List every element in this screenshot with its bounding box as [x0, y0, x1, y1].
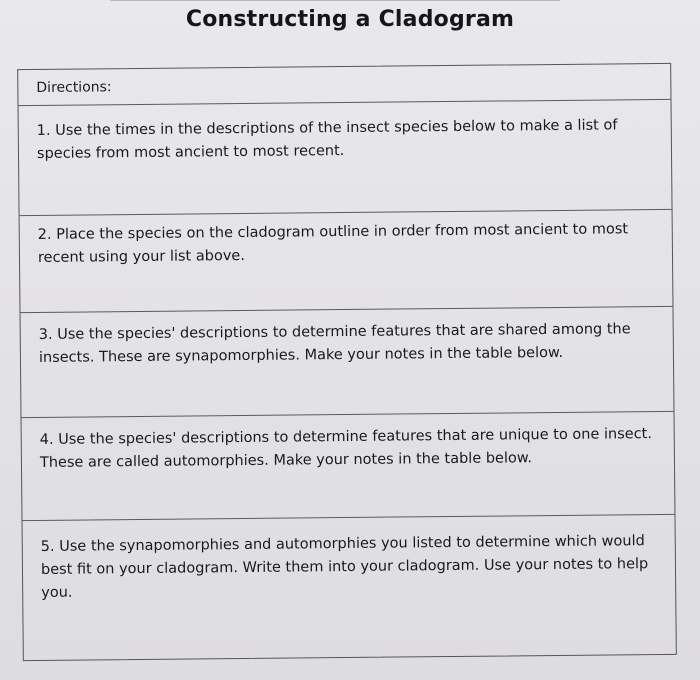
- directions-table: [17, 63, 677, 661]
- step-row-4: [22, 411, 675, 520]
- step-row-5: [23, 514, 676, 660]
- page-title: Constructing a Cladogram: [185, 7, 515, 32]
- top-edge-line: [110, 0, 560, 1]
- step-row-1: [19, 99, 672, 215]
- step-row-2: [20, 209, 673, 312]
- directions-label: Directions:: [36, 79, 112, 96]
- step-row-3: [21, 306, 674, 417]
- step-text-5: 5. Use the synapomorphies and automorphies you listed to determine which would best fit on your cladogram. Write them into your cladogram. Use your notes to help you.: [40, 533, 649, 601]
- step-text-4: 4. Use the species' descriptions to determine features that are unique to one insect. These are called automorphies. Make your notes in the table below.: [39, 426, 653, 471]
- step-text-1: 1. Use the times in the descriptions of the insect species below to make a list of species from most ancient to most recent.: [36, 117, 618, 162]
- step-text-3: 3. Use the species' descriptions to determine features that are shared among the insects. These are synapomorphies. Make your notes in the table below.: [38, 321, 631, 366]
- step-text-2: 2. Place the species on the cladogram outline in order from most ancient to most recent using your list above.: [37, 221, 629, 266]
